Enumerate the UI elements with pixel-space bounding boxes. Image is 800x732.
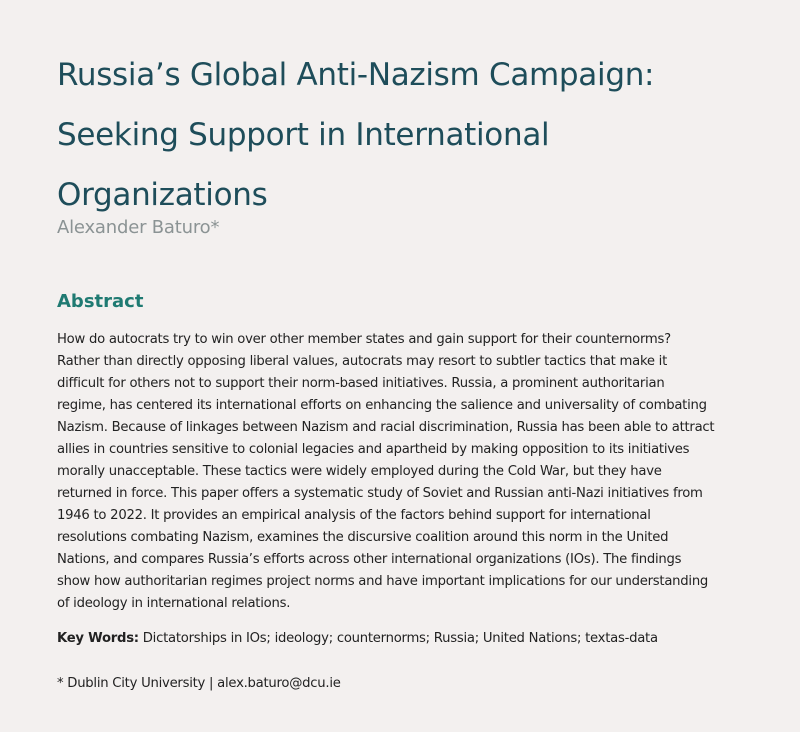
keywords-label: Key Words:: [57, 631, 139, 646]
abstract-line: morally unacceptable. These tactics were widely employed during the Cold War, but they have: [57, 464, 662, 479]
abstract-line: Nazism. Because of linkages between Nazism and racial discrimination, Russia has been able to attract: [57, 420, 715, 435]
author-affiliation: * Dublin City University | alex.baturo@dcu.ie: [57, 676, 341, 691]
author-name: Alexander Baturo*: [57, 217, 220, 238]
abstract-text: [57, 329, 757, 615]
title-line: Organizations: [57, 177, 268, 213]
abstract-line: regime, has centered its international efforts on enhancing the salience and universality of combating: [57, 398, 707, 413]
title-line: Russia’s Global Anti-Nazism Campaign:: [57, 57, 655, 93]
abstract-line: How do autocrats try to win over other member states and gain support for their counternorms?: [57, 332, 671, 347]
abstract-line: allies in countries sensitive to colonial legacies and apartheid by making opposition to its initiatives: [57, 442, 690, 457]
abstract-line: returned in force. This paper offers a systematic study of Soviet and Russian anti-Nazi initiatives from: [57, 486, 703, 501]
abstract-heading: Abstract: [57, 291, 144, 312]
abstract-line: show how authoritarian regimes project norms and have important implications for our understanding: [57, 574, 709, 589]
keywords: [57, 628, 658, 650]
abstract-line: difficult for others not to support their norm-based initiatives. Russia, a prominent authoritarian: [57, 376, 665, 391]
title-line: Seeking Support in International: [57, 117, 550, 153]
abstract-line: Nations, and compares Russia’s efforts across other international organizations (IOs). The findings: [57, 552, 682, 567]
abstract-line: Rather than directly opposing liberal values, autocrats may resort to subtler tactics that make it: [57, 354, 668, 369]
keywords-text: Dictatorships in IOs; ideology; counternorms; Russia; United Nations; textas-data: [138, 631, 658, 646]
abstract-line: 1946 to 2022. It provides an empirical analysis of the factors behind support for international: [57, 508, 651, 523]
abstract-line: of ideology in international relations.: [57, 596, 291, 611]
paper-title: [57, 45, 757, 225]
abstract-line: resolutions combating Nazism, examines the discursive coalition around this norm in the United: [57, 530, 669, 545]
